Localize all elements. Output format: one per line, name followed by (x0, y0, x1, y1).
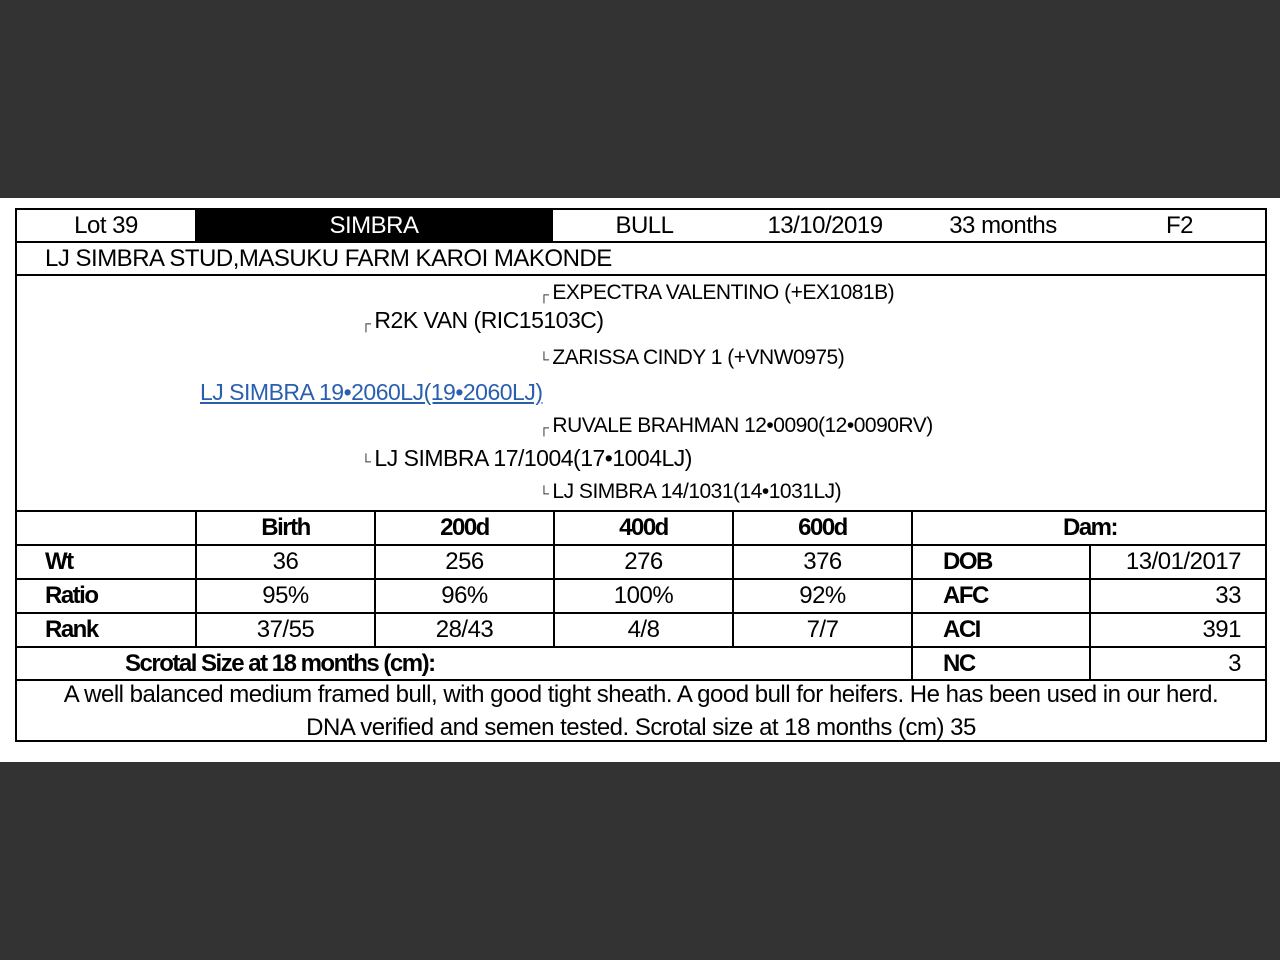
bracket-top-icon: ┌ (539, 286, 549, 302)
dam-key-dob: DOB (911, 546, 1089, 578)
sex-label: BULL (615, 211, 674, 239)
breeder-row (17, 243, 1265, 276)
dam-key-afc: AFC (911, 580, 1089, 612)
performance-header-row (17, 512, 1265, 546)
age-label: 33 months (949, 211, 1057, 239)
header-row (17, 210, 1265, 243)
comment-line-2: DNA verified and semen tested. Scrotal size at 18 months (cm) 35 (306, 713, 976, 741)
dam-value-aci: 391 (1089, 614, 1267, 646)
bracket-bottom-icon: └ (539, 351, 549, 367)
scrotal-size-label: Scrotal Size at 18 months (cm): (125, 649, 435, 677)
pedigree-section (17, 276, 1265, 512)
pedigree-sire: ┌ R2K VAN (RIC15103C) (361, 307, 604, 333)
scrotal-row (17, 648, 1265, 681)
table-cell: 95% (195, 580, 374, 612)
comment-line-1: A well balanced medium framed bull, with good tight sheath. A good bull for heifers. He has been used in our herd. (63, 680, 1219, 708)
pedigree-sire-sire: ┌ EXPECTRA VALENTINO (+EX1081B) (539, 281, 895, 304)
dam-key-nc: NC (911, 648, 1089, 679)
table-cell: 7/7 (732, 614, 911, 646)
dam-key-aci: ACI (911, 614, 1089, 646)
table-cell: 376 (732, 546, 911, 578)
table-cell: 100% (553, 580, 732, 612)
pedigree-dam-dam: └ LJ SIMBRA 14/1031(14•1031LJ) (539, 480, 842, 503)
row-label-rank: Rank (45, 616, 98, 643)
dam-value-nc: 3 (1089, 648, 1267, 679)
birth-date: 13/10/2019 (767, 211, 883, 239)
dam-heading: Dam: (911, 512, 1267, 544)
row-label-ratio: Ratio (45, 582, 98, 609)
table-cell: 276 (553, 546, 732, 578)
lot-card (15, 208, 1267, 742)
table-row (17, 614, 1265, 648)
col-400d: 400d (553, 512, 732, 544)
table-cell: 28/43 (374, 614, 553, 646)
col-600d: 600d (732, 512, 911, 544)
lot-number: Lot 39 (74, 211, 138, 239)
bracket-top-icon: ┌ (361, 315, 371, 331)
bracket-top-icon: ┌ (539, 419, 549, 435)
row-label-wt: Wt (45, 548, 73, 575)
table-cell: 4/8 (553, 614, 732, 646)
table-cell: 256 (374, 546, 553, 578)
dam-value-dob: 13/01/2017 (1089, 546, 1267, 578)
breeder-name: LJ SIMBRA STUD,MASUKU FARM KAROI MAKONDE (45, 244, 612, 272)
table-row (17, 546, 1265, 580)
lot-sheet (0, 198, 1280, 762)
pedigree-dam: └ LJ SIMBRA 17/1004(17•1004LJ) (361, 445, 692, 471)
pedigree-sire-dam: └ ZARISSA CINDY 1 (+VNW0975) (539, 346, 845, 369)
breed-label: SIMBRA (195, 210, 553, 241)
bracket-bottom-icon: └ (361, 453, 371, 469)
pedigree-animal-link[interactable]: LJ SIMBRA 19•2060LJ(19•2060LJ) (200, 379, 543, 405)
table-row (17, 580, 1265, 614)
pedigree-dam-sire: ┌ RUVALE BRAHMAN 12•0090(12•0090RV) (539, 414, 933, 437)
table-cell: 37/55 (195, 614, 374, 646)
comment-block (17, 681, 1265, 740)
dam-value-afc: 33 (1089, 580, 1267, 612)
table-cell: 36 (195, 546, 374, 578)
table-cell: 92% (732, 580, 911, 612)
bracket-bottom-icon: └ (539, 485, 549, 501)
col-birth: Birth (195, 512, 374, 544)
table-cell: 96% (374, 580, 553, 612)
grade-label: F2 (1165, 211, 1193, 239)
col-200d: 200d (374, 512, 553, 544)
